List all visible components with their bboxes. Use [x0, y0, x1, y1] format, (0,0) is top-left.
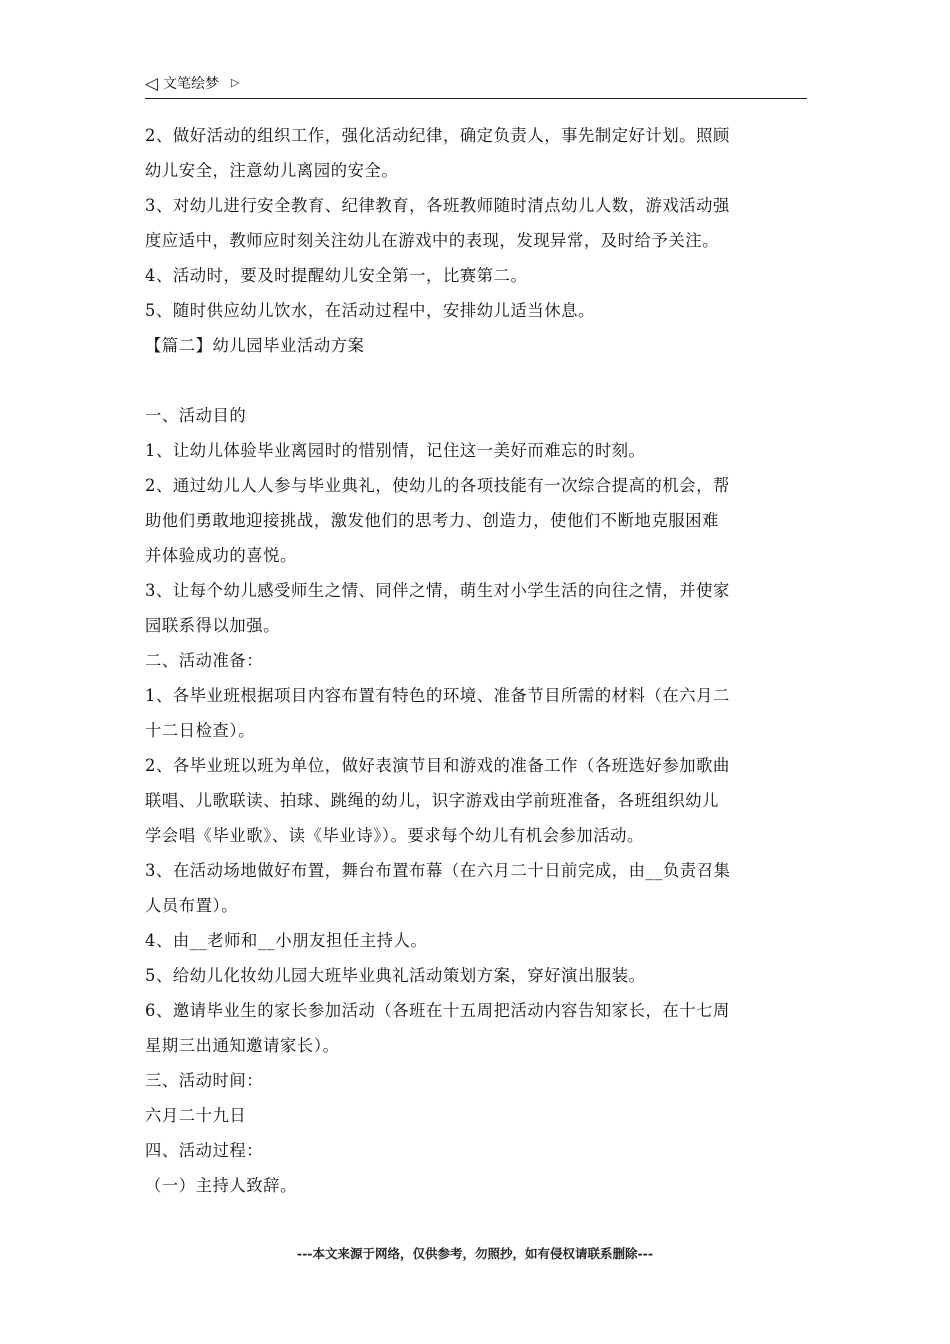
text-line: 3、对幼儿进行安全教育、纪律教育，各班教师随时清点幼儿人数，游戏活动强 — [145, 196, 730, 215]
page-header — [145, 74, 807, 99]
text-line: 2、各毕业班以班为单位，做好表演节目和游戏的准备工作（各班选好参加歌曲 — [145, 756, 730, 775]
triangle-right-icon: ▷ — [231, 76, 240, 89]
text-line: 2、通过幼儿人人参与毕业典礼，使幼儿的各项技能有一次综合提高的机会，帮 — [145, 476, 730, 495]
text-line: 4、由__老师和__小朋友担任主持人。 — [145, 931, 428, 950]
section-heading: 【篇二】幼儿园毕业活动方案 — [145, 336, 365, 355]
text-line: 3、在活动场地做好布置，舞台布置布幕（在六月二十日前完成，由__负责召集 — [145, 861, 731, 880]
text-line: 2、做好活动的组织工作，强化活动纪律，确定负责人，事先制定好计划。照顾 — [145, 126, 730, 145]
triangle-left-icon: ◁ — [145, 74, 159, 94]
section-heading: 四、活动过程： — [145, 1141, 264, 1160]
text-line: 5、随时供应幼儿饮水，在活动过程中，安排幼儿适当休息。 — [145, 301, 595, 320]
text-line: 3、让每个幼儿感受师生之情、同伴之情，萌生对小学生活的向往之情，并使家 — [145, 581, 730, 600]
text-line: 幼儿安全，注意幼儿离园的安全。 — [145, 161, 399, 180]
text-line: 十二日检查）。 — [145, 721, 256, 740]
text-line: 1、让幼儿体验毕业离园时的惜别情，记住这一美好而难忘的时刻。 — [145, 441, 646, 460]
text-line: 园联系得以加强。 — [145, 616, 281, 635]
text-line: 六月二十九日 — [145, 1106, 247, 1125]
text-line: （一）主持人致辞。 — [145, 1176, 297, 1195]
footer-disclaimer: ---本文来源于网络，仅供参考，勿照抄，如有侵权请联系删除--- — [296, 1246, 654, 1261]
text-line: 1、各毕业班根据项目内容布置有特色的环境、准备节目所需的材料（在六月二 — [145, 686, 730, 705]
blank-line — [145, 363, 807, 398]
text-line: 学会唱《毕业歌》、读《毕业诗》）。要求每个幼儿有机会参加活动。 — [145, 826, 644, 845]
section-heading: 一、活动目的 — [145, 406, 247, 425]
text-line: 并体验成功的喜悦。 — [145, 546, 297, 565]
text-line: 助他们勇敢地迎接挑战，激发他们的思考力、创造力，使他们不断地克服困难 — [145, 511, 719, 530]
text-line: 度应适中，教师应时刻关注幼儿在游戏中的表现，发现异常，及时给予关注。 — [145, 231, 719, 250]
text-line: 6、邀请毕业生的家长参加活动（各班在十五周把活动内容告知家长，在十七周 — [145, 1001, 730, 1020]
text-line: 人员布置）。 — [145, 896, 239, 915]
text-line: 联唱、儿歌联读、拍球、跳绳的幼儿，识字游戏由学前班准备，各班组织幼儿 — [145, 791, 719, 810]
section-heading: 三、活动时间： — [145, 1071, 264, 1090]
header-title: 文笔绘梦 — [163, 76, 219, 92]
document-body — [145, 118, 807, 1203]
text-line: 星期三出通知邀请家长）。 — [145, 1036, 340, 1055]
section-heading: 二、活动准备： — [145, 651, 264, 670]
text-line: 5、给幼儿化妆幼儿园大班毕业典礼活动策划方案，穿好演出服装。 — [145, 966, 646, 985]
text-line: 4、活动时，要及时提醒幼儿安全第一，比赛第二。 — [145, 266, 528, 285]
